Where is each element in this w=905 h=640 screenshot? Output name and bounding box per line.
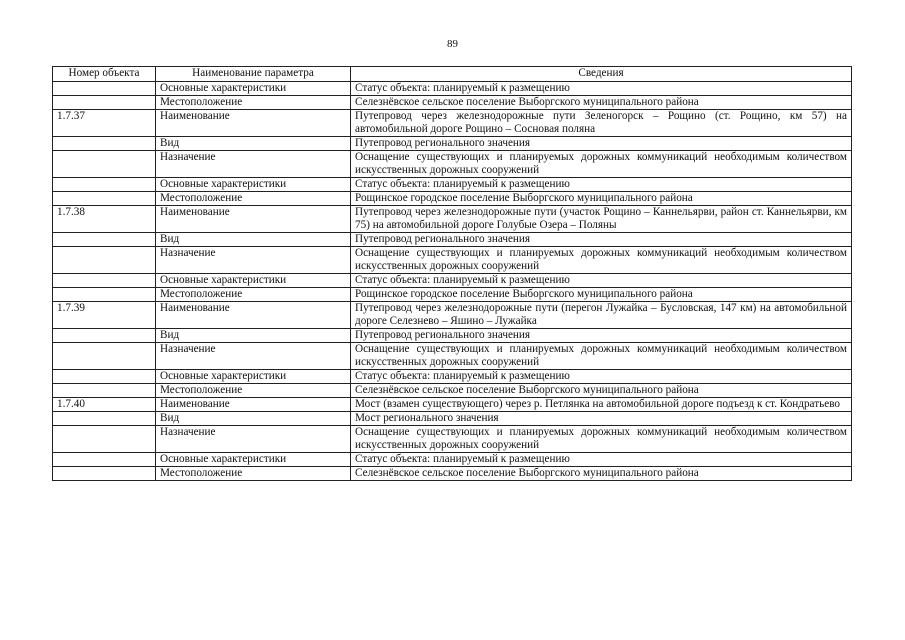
details-cell: Путепровод регионального значения [351,233,852,247]
table-row [53,178,852,192]
parameter-name-cell: Основные характеристики [156,178,351,192]
details-cell: Путепровод через железнодорожные пути (перегон Лужайка – Бусловская, 147 км) на автомобильной дороге Селезнево – Яшино – Лужайка [351,302,852,329]
table-header-row [53,67,852,82]
details-cell: Статус объекта: планируемый к размещению [351,453,852,467]
parameter-name-cell: Вид [156,233,351,247]
details-cell: Оснащение существующих и планируемых дорожных коммуникаций необходимым количеством искусственных дорожных сооружений [351,343,852,370]
details-cell: Оснащение существующих и планируемых дорожных коммуникаций необходимым количеством искусственных дорожных сооружений [351,151,852,178]
table-row [53,137,852,151]
parameter-name-cell: Назначение [156,247,351,274]
table-row [53,96,852,110]
details-cell: Мост регионального значения [351,412,852,426]
details-cell: Селезнёвское сельское поселение Выборгского муниципального района [351,467,852,481]
details-cell: Статус объекта: планируемый к размещению [351,274,852,288]
header-object-number: Номер объекта [53,67,156,82]
parameter-name-cell: Основные характеристики [156,82,351,96]
table-body [53,82,852,481]
parameter-name-cell: Местоположение [156,467,351,481]
table-row [53,453,852,467]
details-cell: Путепровод через железнодорожные пути Зеленогорск – Рощино (ст. Рощино, км 57) на автомобильной дороге Рощино – Сосновая поляна [351,110,852,137]
object-number-cell [53,178,156,192]
parameter-name-cell: Назначение [156,343,351,370]
object-number-cell [53,329,156,343]
table-row [53,151,852,178]
object-number-cell [53,233,156,247]
details-cell: Статус объекта: планируемый к размещению [351,370,852,384]
table-row [53,370,852,384]
details-cell: Статус объекта: планируемый к размещению [351,178,852,192]
page-number: 89 [447,38,458,50]
object-number-cell [53,82,156,96]
table-row [53,412,852,426]
table-row [53,398,852,412]
parameter-name-cell: Местоположение [156,192,351,206]
details-cell: Мост (взамен существующего) через р. Петлянка на автомобильной дороге подъезд к ст. Кондратьево [351,398,852,412]
parameter-name-cell: Наименование [156,398,351,412]
parameter-name-cell: Основные характеристики [156,370,351,384]
object-number-cell [53,426,156,453]
table-row [53,247,852,274]
table-row [53,192,852,206]
table-row [53,233,852,247]
table-row [53,274,852,288]
object-number-cell [53,343,156,370]
object-number-cell [53,288,156,302]
parameter-name-cell: Местоположение [156,288,351,302]
object-number-cell [53,192,156,206]
details-cell: Селезнёвское сельское поселение Выборгского муниципального района [351,96,852,110]
details-cell: Путепровод регионального значения [351,137,852,151]
table-row [53,302,852,329]
details-cell: Путепровод регионального значения [351,329,852,343]
object-number-cell [53,412,156,426]
parameter-name-cell: Наименование [156,110,351,137]
object-number-cell: 1.7.40 [53,398,156,412]
table-row [53,329,852,343]
parameter-name-cell: Наименование [156,302,351,329]
objects-table [52,66,852,481]
details-cell: Путепровод через железнодорожные пути (участок Рощино – Каннельярви, район ст. Каннельярви, км 75) на автомобильной дороге Голубые Озера – Поляны [351,206,852,233]
object-number-cell [53,453,156,467]
table-row [53,82,852,96]
parameter-name-cell: Местоположение [156,384,351,398]
parameter-name-cell: Назначение [156,151,351,178]
object-number-cell [53,467,156,481]
object-number-cell [53,247,156,274]
parameter-name-cell: Наименование [156,206,351,233]
object-number-cell: 1.7.39 [53,302,156,329]
header-details: Сведения [351,67,852,82]
parameter-name-cell: Местоположение [156,96,351,110]
object-number-cell [53,384,156,398]
details-cell: Селезнёвское сельское поселение Выборгского муниципального района [351,384,852,398]
table-row [53,110,852,137]
parameter-name-cell: Основные характеристики [156,274,351,288]
parameter-name-cell: Назначение [156,426,351,453]
details-cell: Рощинское городское поселение Выборгского муниципального района [351,192,852,206]
parameter-name-cell: Вид [156,137,351,151]
details-cell: Оснащение существующих и планируемых дорожных коммуникаций необходимым количеством искусственных дорожных сооружений [351,426,852,453]
table-row [53,343,852,370]
object-number-cell [53,151,156,178]
parameter-name-cell: Основные характеристики [156,453,351,467]
object-number-cell: 1.7.37 [53,110,156,137]
table-row [53,206,852,233]
object-number-cell: 1.7.38 [53,206,156,233]
table-row [53,288,852,302]
header-parameter-name: Наименование параметра [156,67,351,82]
parameter-name-cell: Вид [156,329,351,343]
object-number-cell [53,370,156,384]
table-row [53,426,852,453]
object-number-cell [53,96,156,110]
table-row [53,467,852,481]
parameter-name-cell: Вид [156,412,351,426]
table-row [53,384,852,398]
object-number-cell [53,137,156,151]
object-number-cell [53,274,156,288]
details-cell: Оснащение существующих и планируемых дорожных коммуникаций необходимым количеством искусственных дорожных сооружений [351,247,852,274]
details-cell: Статус объекта: планируемый к размещению [351,82,852,96]
details-cell: Рощинское городское поселение Выборгского муниципального района [351,288,852,302]
